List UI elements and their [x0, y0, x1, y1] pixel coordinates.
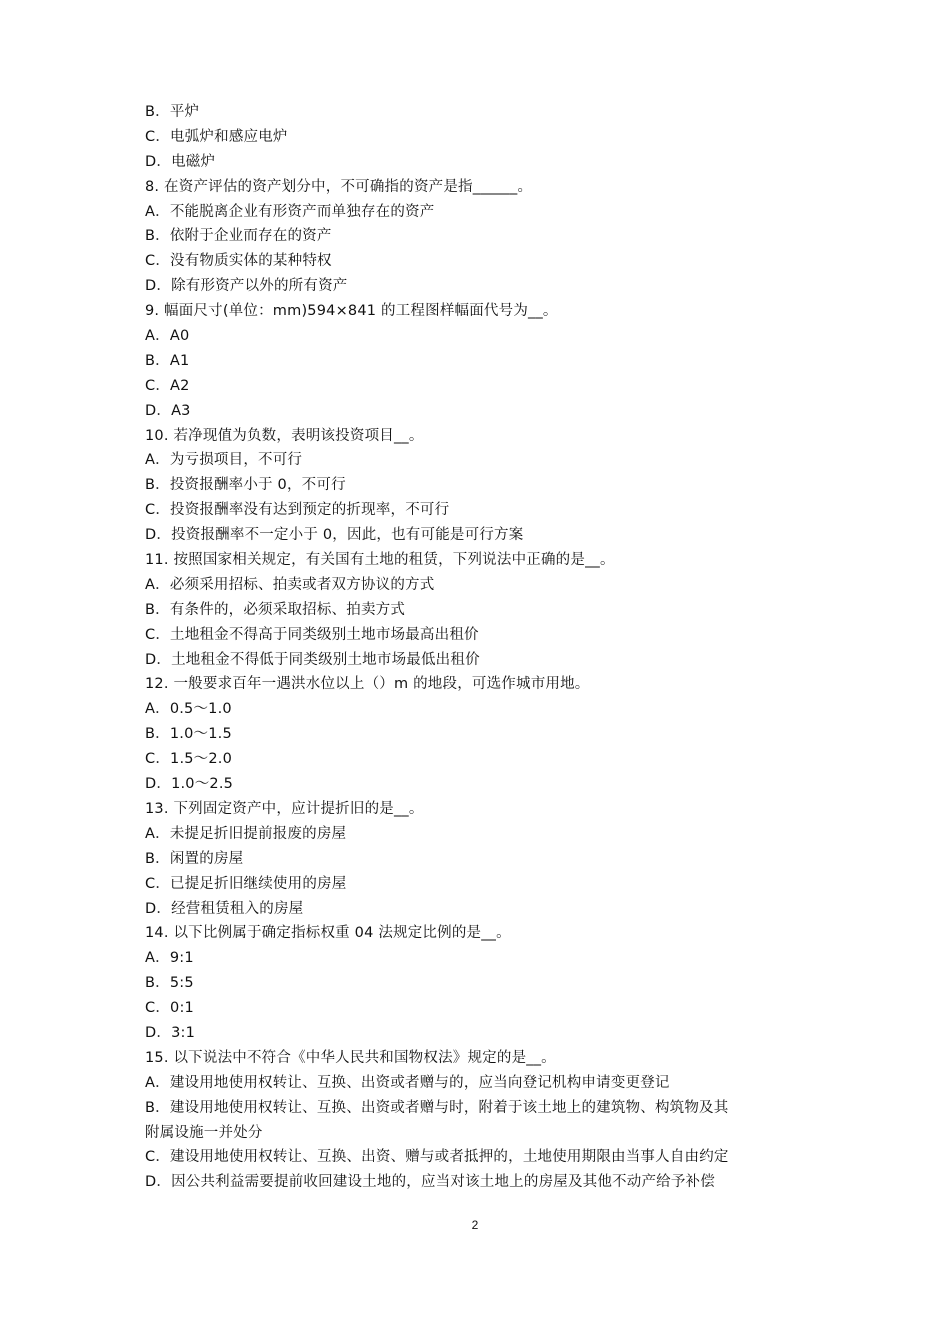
question-15: 15. 以下说法中不符合《中华人民共和国物权法》规定的是__。 [145, 1049, 556, 1066]
question-11: 11. 按照国家相关规定，有关国有土地的租赁，下列说法中正确的是__。 [145, 552, 615, 569]
question-11-option-b: B．有条件的，必须采取招标、拍卖方式 [145, 601, 406, 618]
question-10-option-c: C．投资报酬率没有达到预定的折现率，不可行 [145, 502, 450, 519]
question-10: 10. 若净现值为负数，表明该投资项目__。 [145, 427, 424, 444]
question-14: 14. 以下比例属于确定指标权重 04 法规定比例的是__。 [145, 925, 511, 942]
option-c-line: C．电弧炉和感应电炉 [145, 128, 288, 145]
question-15-option-b-continued: 附属设施一并处分 [145, 1124, 263, 1141]
option-d-line: D．电磁炉 [145, 153, 216, 170]
question-14-option-b: B．5:5 [145, 975, 194, 992]
question-8-option-b: B．依附于企业而存在的资产 [145, 228, 332, 245]
question-10-option-b: B．投资报酬率小于 0，不可行 [145, 477, 346, 494]
question-10-option-d: D．投资报酬率不一定小于 0，因此，也有可能是可行方案 [145, 527, 524, 544]
option-b-line: B．平炉 [145, 104, 200, 120]
question-14-option-d: D．3:1 [145, 1024, 196, 1041]
question-12-option-c: C．1.5～2.0 [145, 751, 233, 768]
question-8-option-c: C．没有物质实体的某种特权 [145, 253, 332, 270]
question-13-option-b: B．闲置的房屋 [145, 850, 244, 867]
question-8-option-d: D．除有形资产以外的所有资产 [145, 278, 348, 295]
question-9-option-c: C．A2 [145, 377, 190, 394]
question-12-option-b: B．1.0～1.5 [145, 726, 232, 743]
question-9-option-d: D．A3 [145, 402, 191, 419]
question-13-option-d: D．经营租赁租入的房屋 [145, 900, 304, 917]
question-15-option-a: A．建设用地使用权转让、互换、出资或者赠与的，应当向登记机构申请变更登记 [145, 1074, 670, 1091]
question-11-option-c: C．土地租金不得高于同类级别土地市场最高出租价 [145, 626, 479, 643]
question-8-option-a: A．不能脱离企业有形资产而单独存在的资产 [145, 203, 435, 220]
question-11-option-d: D．土地租金不得低于同类级别土地市场最低出租价 [145, 651, 480, 668]
question-10-option-a: A．为亏损项目，不可行 [145, 452, 303, 469]
question-15-option-d: D．因公共利益需要提前收回建设土地的，应当对该土地上的房屋及其他不动产给予补偿 [145, 1174, 715, 1191]
question-15-option-c: C．建设用地使用权转让、互换、出资、赠与或者抵押的，土地使用期限由当事人自由约定 [145, 1149, 729, 1166]
question-9-option-b: B．A1 [145, 352, 190, 369]
page-number: 2 [471, 1218, 479, 1232]
question-13: 13. 下列固定资产中，应计提折旧的是__。 [145, 800, 424, 817]
question-8: 8. 在资产评估的资产划分中，不可确指的资产是指______。 [145, 178, 533, 195]
question-12-option-a: A．0.5～1.0 [145, 701, 232, 718]
question-15-option-b: B．建设用地使用权转让、互换、出资或者赠与时，附着于该土地上的建筑物、构筑物及其 [145, 1099, 729, 1116]
question-14-option-a: A．9:1 [145, 950, 194, 967]
question-14-option-c: C．0:1 [145, 1000, 194, 1017]
question-12-option-d: D．1.0～2.5 [145, 776, 234, 793]
document-body [145, 100, 825, 1195]
question-11-option-a: A．必须采用招标、拍卖或者双方协议的方式 [145, 576, 435, 593]
question-13-option-c: C．已提足折旧继续使用的房屋 [145, 875, 347, 892]
question-9-option-a: A．A0 [145, 328, 190, 345]
question-12: 12. 一般要求百年一遇洪水位以上（）m 的地段，可选作城市用地。 [145, 676, 590, 693]
question-9: 9. 幅面尺寸(单位：mm)594×841 的工程图样幅面代号为__。 [145, 303, 558, 320]
question-13-option-a: A．未提足折旧提前报废的房屋 [145, 825, 347, 842]
